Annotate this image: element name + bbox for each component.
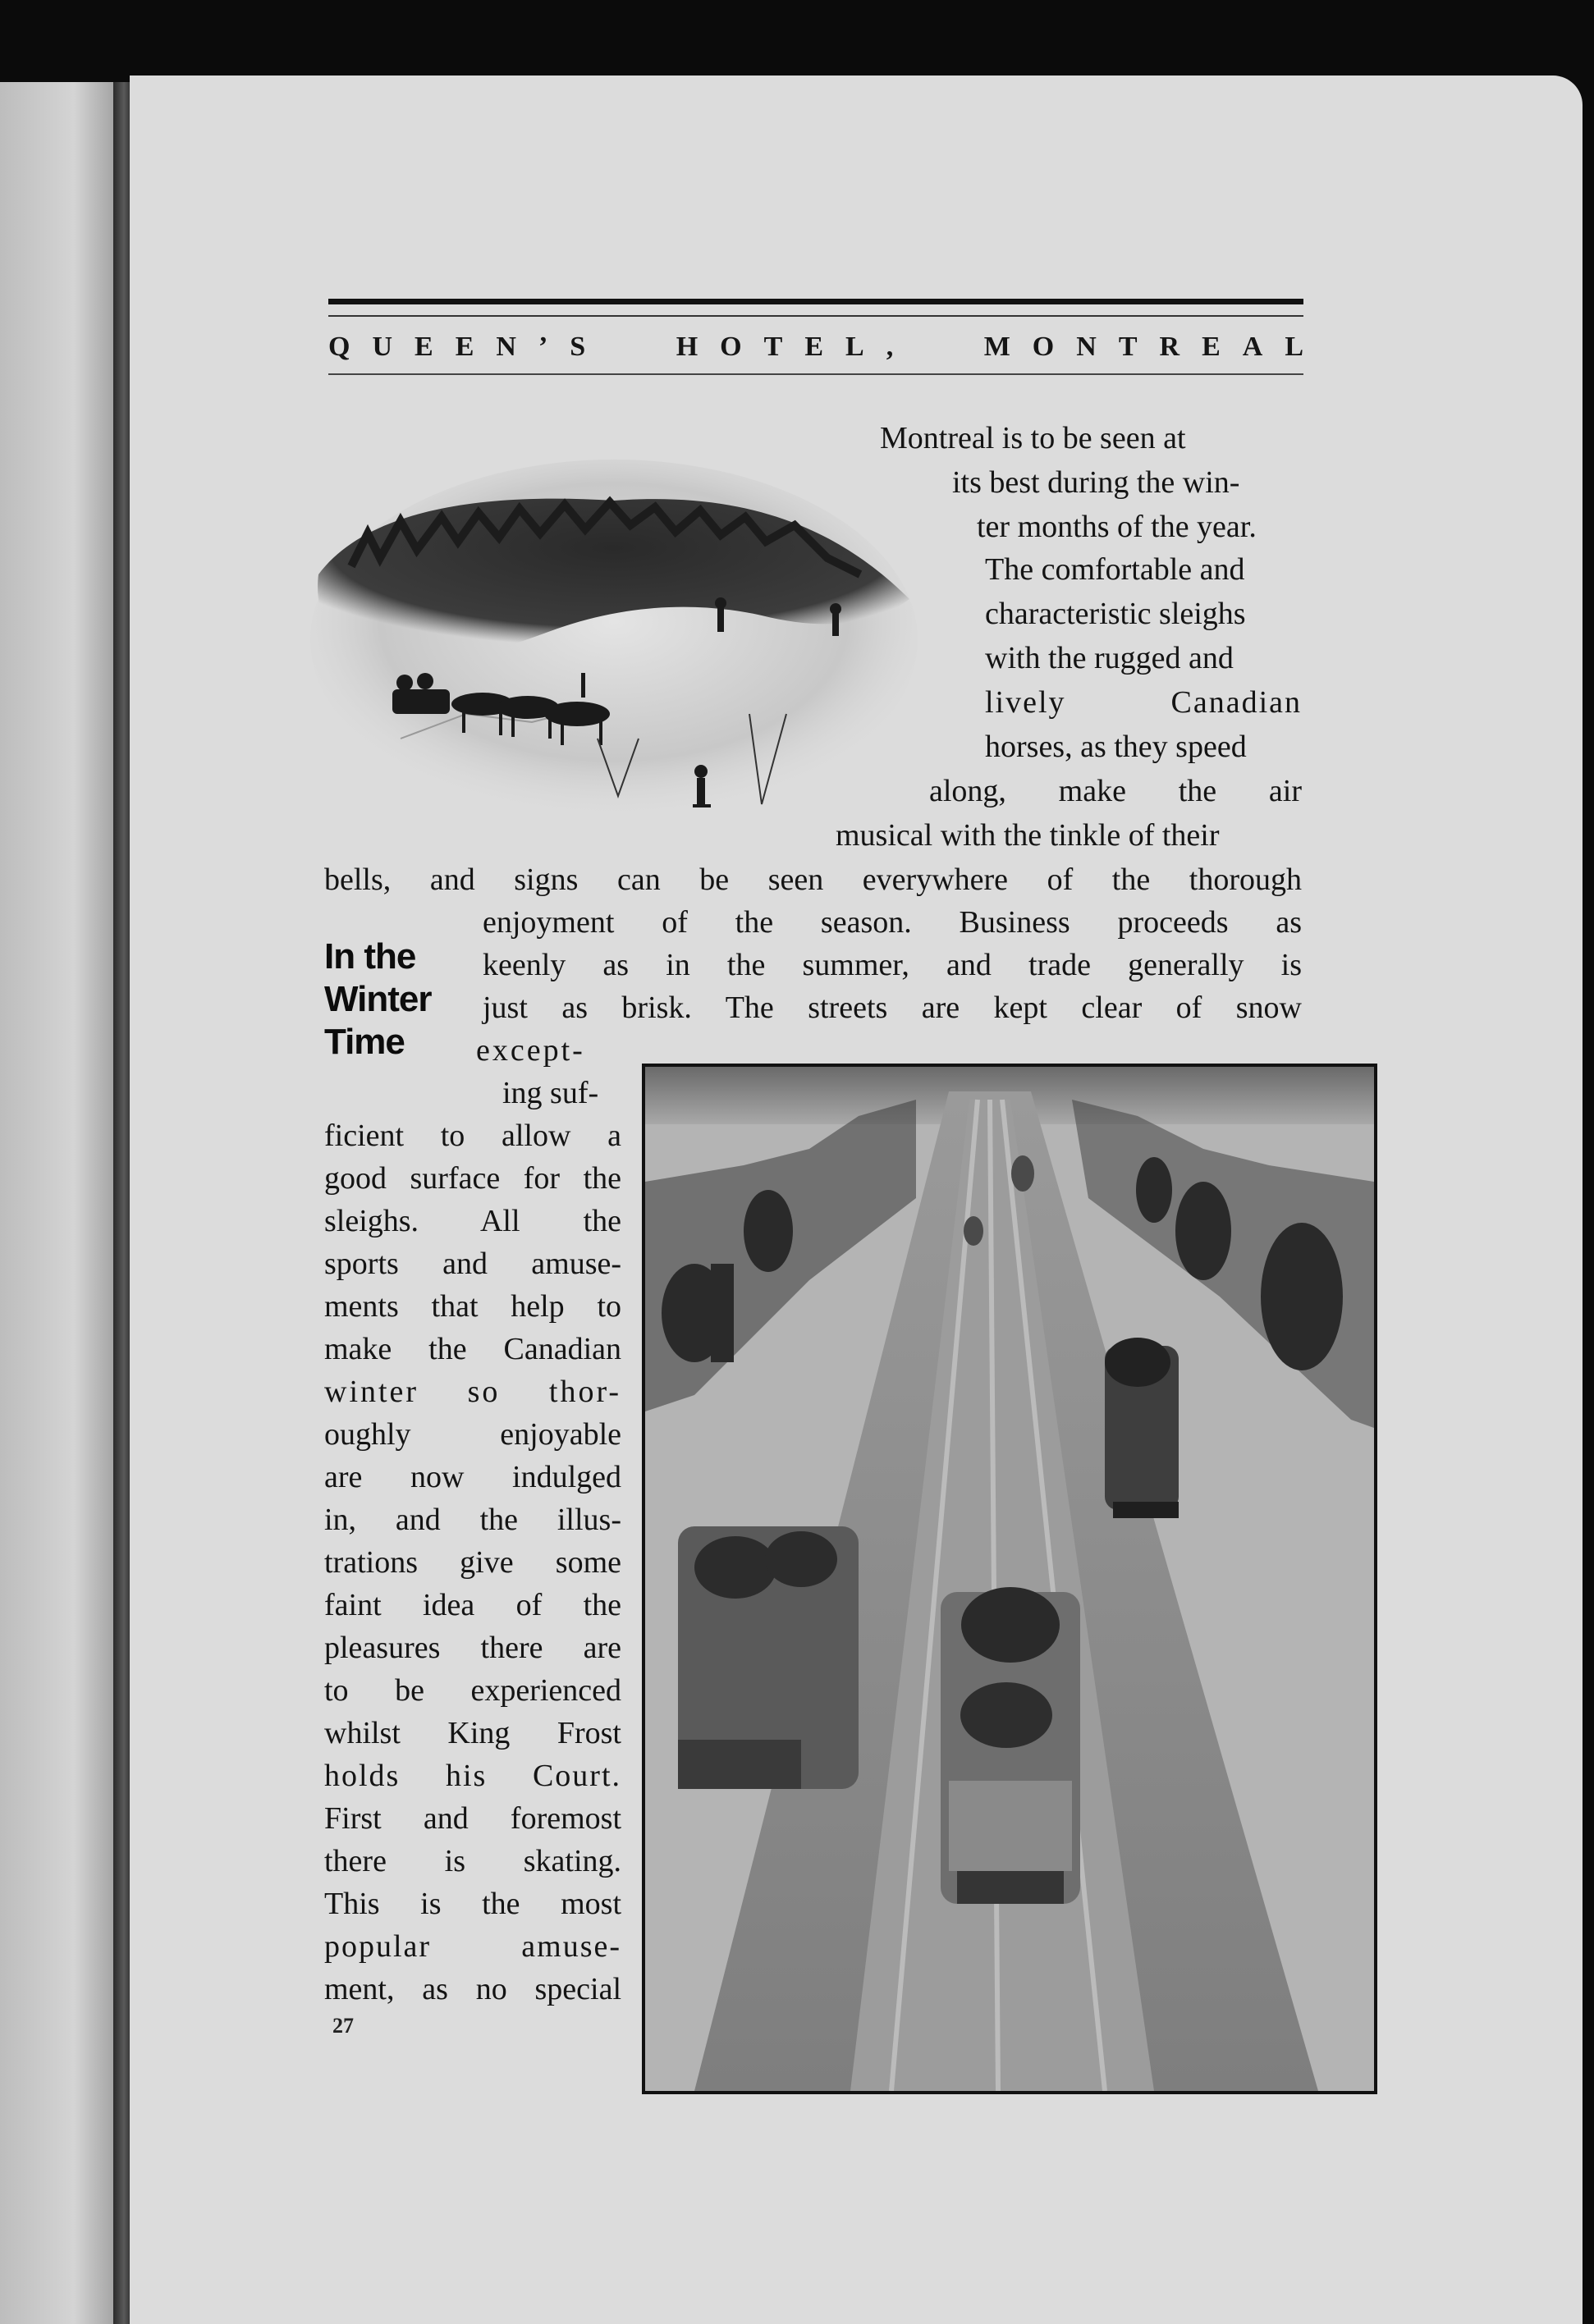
street-sleighs-photograph: [642, 1064, 1377, 2094]
body-line: characteristic sleighs: [985, 597, 1246, 631]
letter: Q: [328, 332, 350, 362]
body-line: with the rugged and: [985, 641, 1234, 675]
body-line: oughly enjoyable: [324, 1417, 621, 1452]
header-rule-bottom: [328, 373, 1303, 375]
letter: T: [1118, 332, 1138, 362]
header-rule: [328, 299, 1303, 304]
running-head: [328, 327, 1303, 368]
body-line: ing suf-: [502, 1076, 599, 1110]
letter: ’: [538, 332, 548, 362]
letter: O: [1032, 332, 1055, 362]
header-rule-thin: [328, 315, 1303, 317]
letter: R: [1159, 332, 1180, 362]
body-line: The comfortable and: [985, 552, 1245, 587]
body-line: sleighs. All the: [324, 1204, 621, 1238]
letter: ,: [886, 332, 894, 362]
body-line: pleasures there are: [324, 1631, 621, 1665]
letter: A: [1242, 332, 1263, 362]
body-line: sports and amuse-: [324, 1247, 621, 1281]
body-line: Montreal is to be seen at: [880, 421, 1186, 455]
body-line: popular amuse-: [324, 1929, 621, 1964]
body-line: ments that help to: [324, 1289, 621, 1324]
body-line: ment, as no special: [324, 1972, 621, 2006]
body-line: make the Canadian: [324, 1332, 621, 1366]
body-line: there is skating.: [324, 1844, 621, 1878]
letter: E: [804, 332, 823, 362]
page-number: 27: [332, 2014, 354, 2038]
body-line: ter months of the year.: [977, 510, 1257, 544]
body-line: except-: [476, 1033, 585, 1068]
letter: N: [496, 332, 516, 362]
body-line: its best during the win-: [952, 465, 1240, 500]
letter: N: [1076, 332, 1097, 362]
body-line: horses, as they speed: [985, 730, 1247, 764]
letter: L: [1285, 332, 1303, 362]
letter: T: [763, 332, 783, 362]
body-line: musical with the tinkle of their: [836, 818, 1220, 853]
body-line: faint idea of the: [324, 1588, 621, 1622]
side-heading-line: Time: [324, 1022, 405, 1062]
body-line: enjoyment of the season. Business proceeds as: [483, 905, 1302, 940]
body-line: ficient to allow a: [324, 1119, 621, 1153]
body-line: good surface for the: [324, 1161, 621, 1196]
body-line: to be experienced: [324, 1673, 621, 1708]
body-line: along, make the air: [929, 774, 1302, 808]
running-head-word-2: [676, 332, 893, 363]
body-line: trations give some: [324, 1545, 621, 1580]
letter: E: [1202, 332, 1221, 362]
letter: E: [415, 332, 433, 362]
letter: U: [372, 332, 393, 362]
body-line: in, and the illus-: [324, 1503, 621, 1537]
body-line: First and foremost: [324, 1801, 621, 1836]
letter: L: [845, 332, 864, 362]
body-line: bells, and signs can be seen everywhere of the thorough: [324, 862, 1302, 897]
body-line: lively Canadian: [985, 685, 1302, 720]
body-line: just as brisk. The streets are kept clear of snow: [483, 990, 1302, 1025]
street-photo-image: [645, 1067, 1374, 2091]
sleigh-vignette-illustration: [302, 443, 926, 829]
letter: H: [676, 332, 699, 362]
letter: S: [570, 332, 586, 362]
body-line: holds his Court.: [324, 1759, 621, 1793]
side-heading-line: In the: [324, 936, 416, 977]
running-head-word-3: [984, 332, 1303, 363]
letter: O: [720, 332, 742, 362]
body-line: keenly as in the summer, and trade generally is: [483, 948, 1302, 982]
body-line: whilst King Frost: [324, 1716, 621, 1750]
body-line: winter so thor-: [324, 1375, 621, 1409]
body-line: are now indulged: [324, 1460, 621, 1494]
running-head-word-1: [328, 332, 585, 363]
facing-page-edge: [0, 82, 123, 2324]
side-heading-line: Winter: [324, 979, 432, 1019]
letter: M: [983, 332, 1010, 362]
body-line: This is the most: [324, 1887, 621, 1921]
side-heading: [324, 936, 480, 1064]
letter: E: [455, 332, 474, 362]
